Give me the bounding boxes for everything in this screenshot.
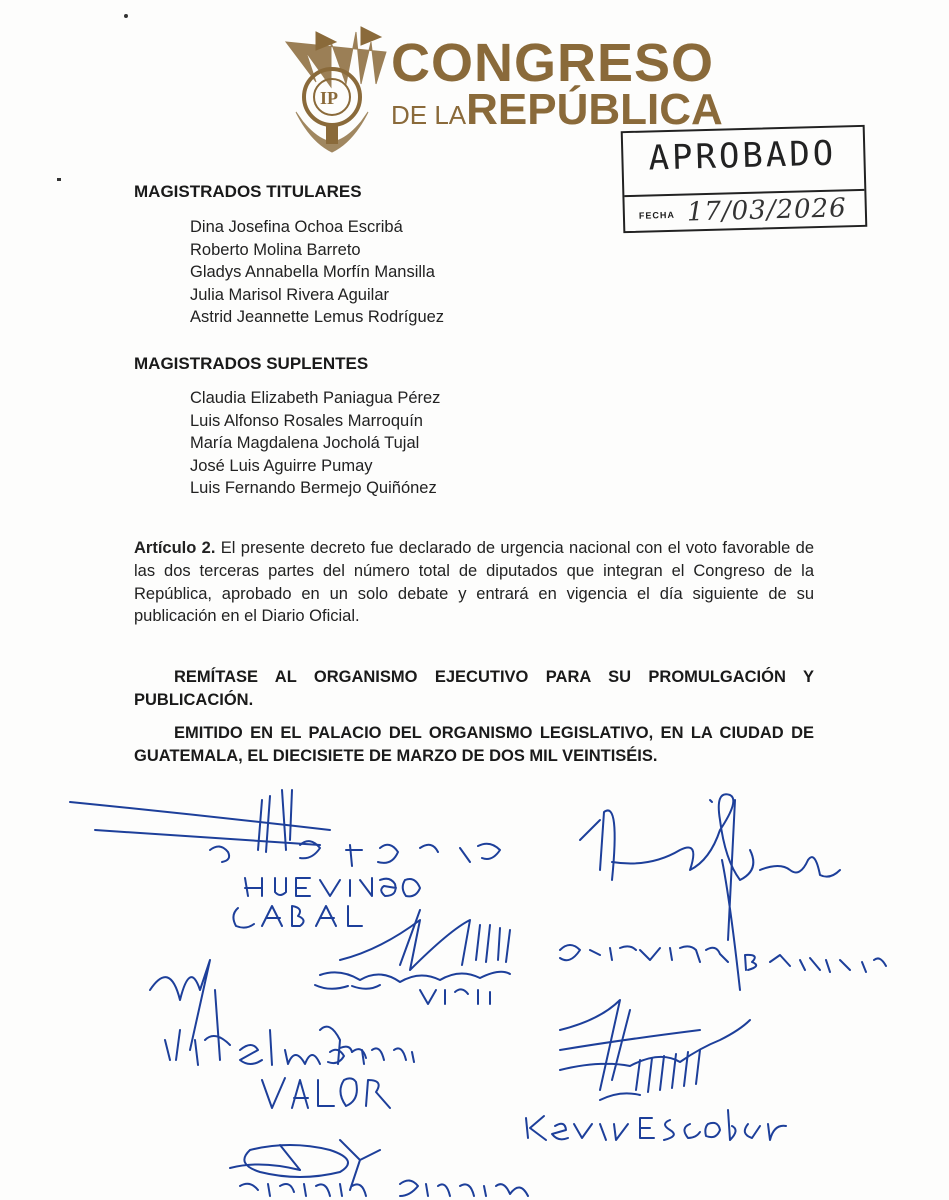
suplente-name: Luis Fernando Bermejo Quiñónez — [190, 479, 437, 498]
logo-subtitle-small: DE LA — [391, 100, 467, 130]
signature-palencia — [150, 960, 414, 1108]
signature-blanco — [230, 1140, 528, 1196]
article-2-label: Artículo 2. — [134, 539, 216, 557]
suplente-name: Claudia Elizabeth Paniagua Pérez — [190, 389, 441, 407]
signature-barragan — [560, 794, 886, 990]
titular-name: Roberto Molina Barreto — [190, 240, 361, 259]
suplente-name: Luis Alfonso Rosales Marroquín — [190, 411, 423, 430]
signature-escobar — [526, 1000, 786, 1140]
svg-text:IP: IP — [320, 88, 338, 108]
stamp-date-value: 17/03/2026 — [686, 193, 848, 228]
article-2-text: El presente decreto fue declarado de urgencia nacional con el voto favorable de las dos terceras partes del número total de diputados que integran el Congreso de la República, aprobado en un solo debate y entrará en vigencia el día siguiente de su publicación en el Diario Oficial. — [134, 539, 814, 626]
logo-subtitle-big: REPÚBLICA — [466, 85, 723, 134]
stamp-title: APROBADO — [648, 133, 837, 179]
signature-juan-carlos — [315, 910, 510, 1004]
remitase-paragraph: REMÍTASE AL ORGANISMO EJECUTIVO PARA SU PROMULGACIÓN Y PUBLICACIÓN. — [134, 668, 814, 709]
signature-lopez — [70, 790, 500, 928]
emitido-paragraph: EMITIDO EN EL PALACIO DEL ORGANISMO LEGISLATIVO, EN LA CIUDAD DE GUATEMALA, EL DIECISIETE DE MARZO DE DOS MIL VEINTISÉIS. — [134, 724, 814, 765]
suplentes-heading: MAGISTRADOS SUPLENTES — [134, 354, 369, 373]
titular-name: Julia Marisol Rivera Aguilar — [190, 285, 389, 304]
scan-dot — [57, 178, 61, 181]
suplente-name: José Luis Aguirre Pumay — [190, 456, 373, 475]
titular-name: Gladys Annabella Morfín Mansilla — [190, 263, 435, 282]
suplente-name: María Magdalena Jocholá Tujal — [190, 434, 420, 453]
stamp-date-label: FECHA — [638, 209, 676, 221]
logo-title: CONGRESO — [391, 33, 715, 93]
scan-dot — [124, 14, 128, 18]
titular-name: Astrid Jeannette Lemus Rodríguez — [190, 308, 445, 327]
titular-name: Dina Josefina Ochoa Escribá — [190, 218, 403, 236]
titulares-heading: MAGISTRADOS TITULARES — [134, 182, 362, 201]
